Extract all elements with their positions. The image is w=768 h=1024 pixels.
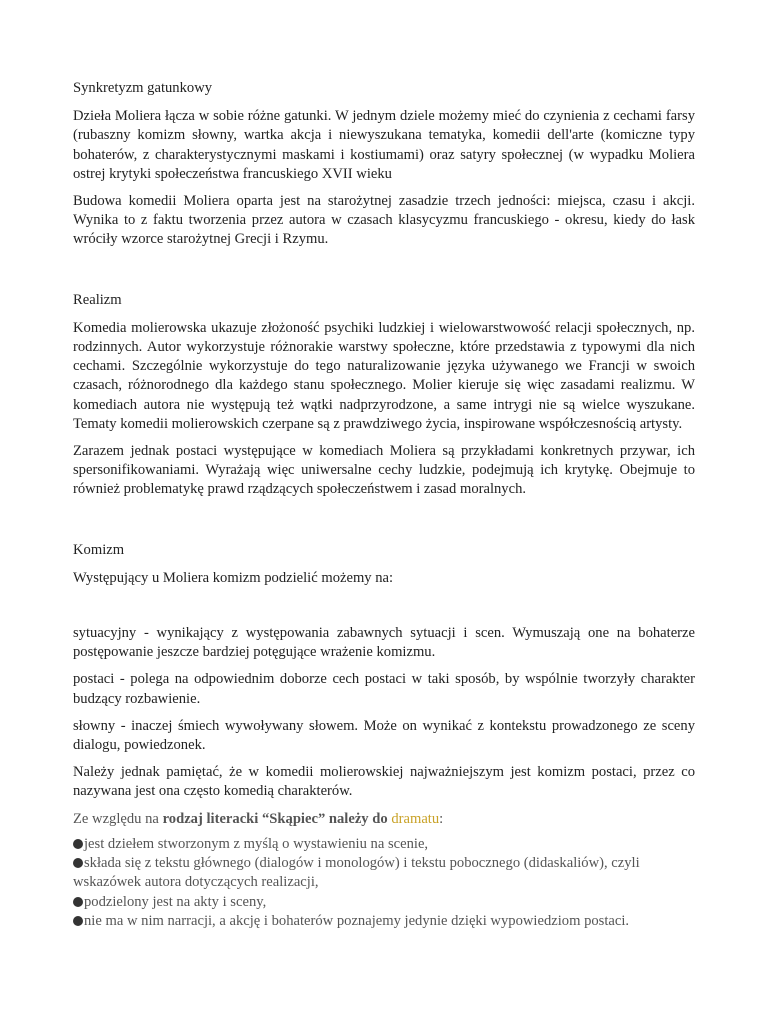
bullet-icon	[73, 839, 83, 849]
section-komizm	[73, 541, 695, 802]
bullet-icon	[73, 916, 83, 926]
section-heading: Komizm	[73, 541, 125, 558]
drama-features-list	[73, 835, 695, 931]
dramat-link[interactable]: dramatu	[391, 810, 440, 827]
section-heading: Synkretyzm gatunkowy	[73, 80, 213, 96]
section-synkretyzm	[73, 79, 695, 250]
paragraph: Dzieła Moliera łącza w sobie różne gatunki. W jednym dziele możemy mieć do czynienia z cechami farsy (rubaszny komizm słowny, wartka akcja i niewyszukana tematyka, komedii dell'arte (komiczne typy bohaterów, z charakterystycznymi maskami i kostiumami) oraz satyry społecznej (w wypadku Moliera ostrej krytyki społeczeństwa francuskiego XVII wieku	[73, 108, 695, 182]
paragraph-spacer	[73, 596, 695, 624]
bullet-icon	[73, 858, 83, 868]
genre-line	[73, 810, 695, 829]
paragraph: Budowa komedii Moliera oparta jest na starożytnej zasadzie trzech jedności: miejsca, czasu i akcji. Wynika to z faktu tworzenia przez autora w czasach klasycyzmu francuskiego - okresu, kiedy do łask wróciły wzorce starożytnej Grecji i Rzymu.	[73, 193, 695, 248]
paragraph: słowny - inaczej śmiech wywoływany słowem. Może on wynikać z kontekstu prowadzonego ze sceny dialogu, powiedzonek.	[73, 717, 695, 754]
section-heading: Realizm	[73, 291, 122, 308]
paragraph: Należy jednak pamiętać, że w komedii molierowskiej najważniejszym jest komizm postaci, przez co nazywana jest ona często komedią charakterów.	[73, 764, 695, 800]
list-item-text: nie ma w nim narracji, a akcję i bohaterów poznajemy jedynie dzięki wypowiedziom postaci.	[84, 912, 630, 929]
genre-suffix: :	[439, 810, 444, 827]
paragraph: postaci - polega na odpowiednim doborze cech postaci w taki sposób, by wspólnie tworzyły charakter budzący rozbawienie.	[73, 671, 695, 707]
paragraph: Zarazem jednak postaci występujące w komediach Moliera są przykładami konkretnych przywar, ich spersonifikowaniami. Wyrażają więc uniwersalne cechy ludzkie, podejmują ich krytykę. Obejmuje to również problematykę prawd rządzących społeczeństwem i zasad moralnych.	[73, 443, 695, 498]
list-item-text: podzielony jest na akty i sceny,	[84, 893, 267, 910]
genre-bold: rodzaj literacki “Skąpiec” należy do	[162, 810, 388, 827]
genre-prefix: Ze względu na	[73, 810, 163, 827]
paragraph: Komedia molierowska ukazuje złożoność psychiki ludzkiej i wielowarstwowość relacji społecznych, np. rodzinnych. Autor wykorzystuje różnorakie warstwy społeczne, które przedstawia z typowymi dla nich cechami. Szczególnie wykorzystuje do tego naturalizowanie języka używanego we Francji w swoich czasach, różnorodnego dla każdego stanu społecznego. Molier kieruje się więc zasadami realizmu. W komediach autora nie występują też wątki nadprzyrodzone, a same intrygi nie są wielce wyszukane. Tematy komedii molierowskich czerpane są z prawdziwego życia, inspirowane współczesnością artysty.	[73, 319, 695, 432]
list-item	[73, 854, 695, 892]
list-item	[73, 893, 695, 912]
document-content	[73, 79, 695, 931]
paragraph: sytuacyjny - wynikający z występowania zabawnych sytuacji i scen. Wymuszają one na bohaterze postępowanie jeszcze bardziej potęgujące wrażenie komizmu.	[73, 625, 695, 661]
section-spacer	[73, 508, 695, 541]
list-item	[73, 912, 695, 931]
list-item	[73, 835, 695, 854]
section-realizm	[73, 291, 695, 500]
section-spacer	[73, 258, 695, 291]
paragraph: Występujący u Moliera komizm podzielić możemy na:	[73, 569, 394, 586]
bullet-icon	[73, 897, 83, 907]
list-item-text: składa się z tekstu głównego (dialogów i monologów) i tekstu pobocznego (didaskaliów), czyli wskazówek autora dotyczących realizacji,	[73, 855, 640, 891]
list-item-text: jest dziełem stworzonym z myślą o wystawieniu na scenie,	[84, 835, 429, 852]
